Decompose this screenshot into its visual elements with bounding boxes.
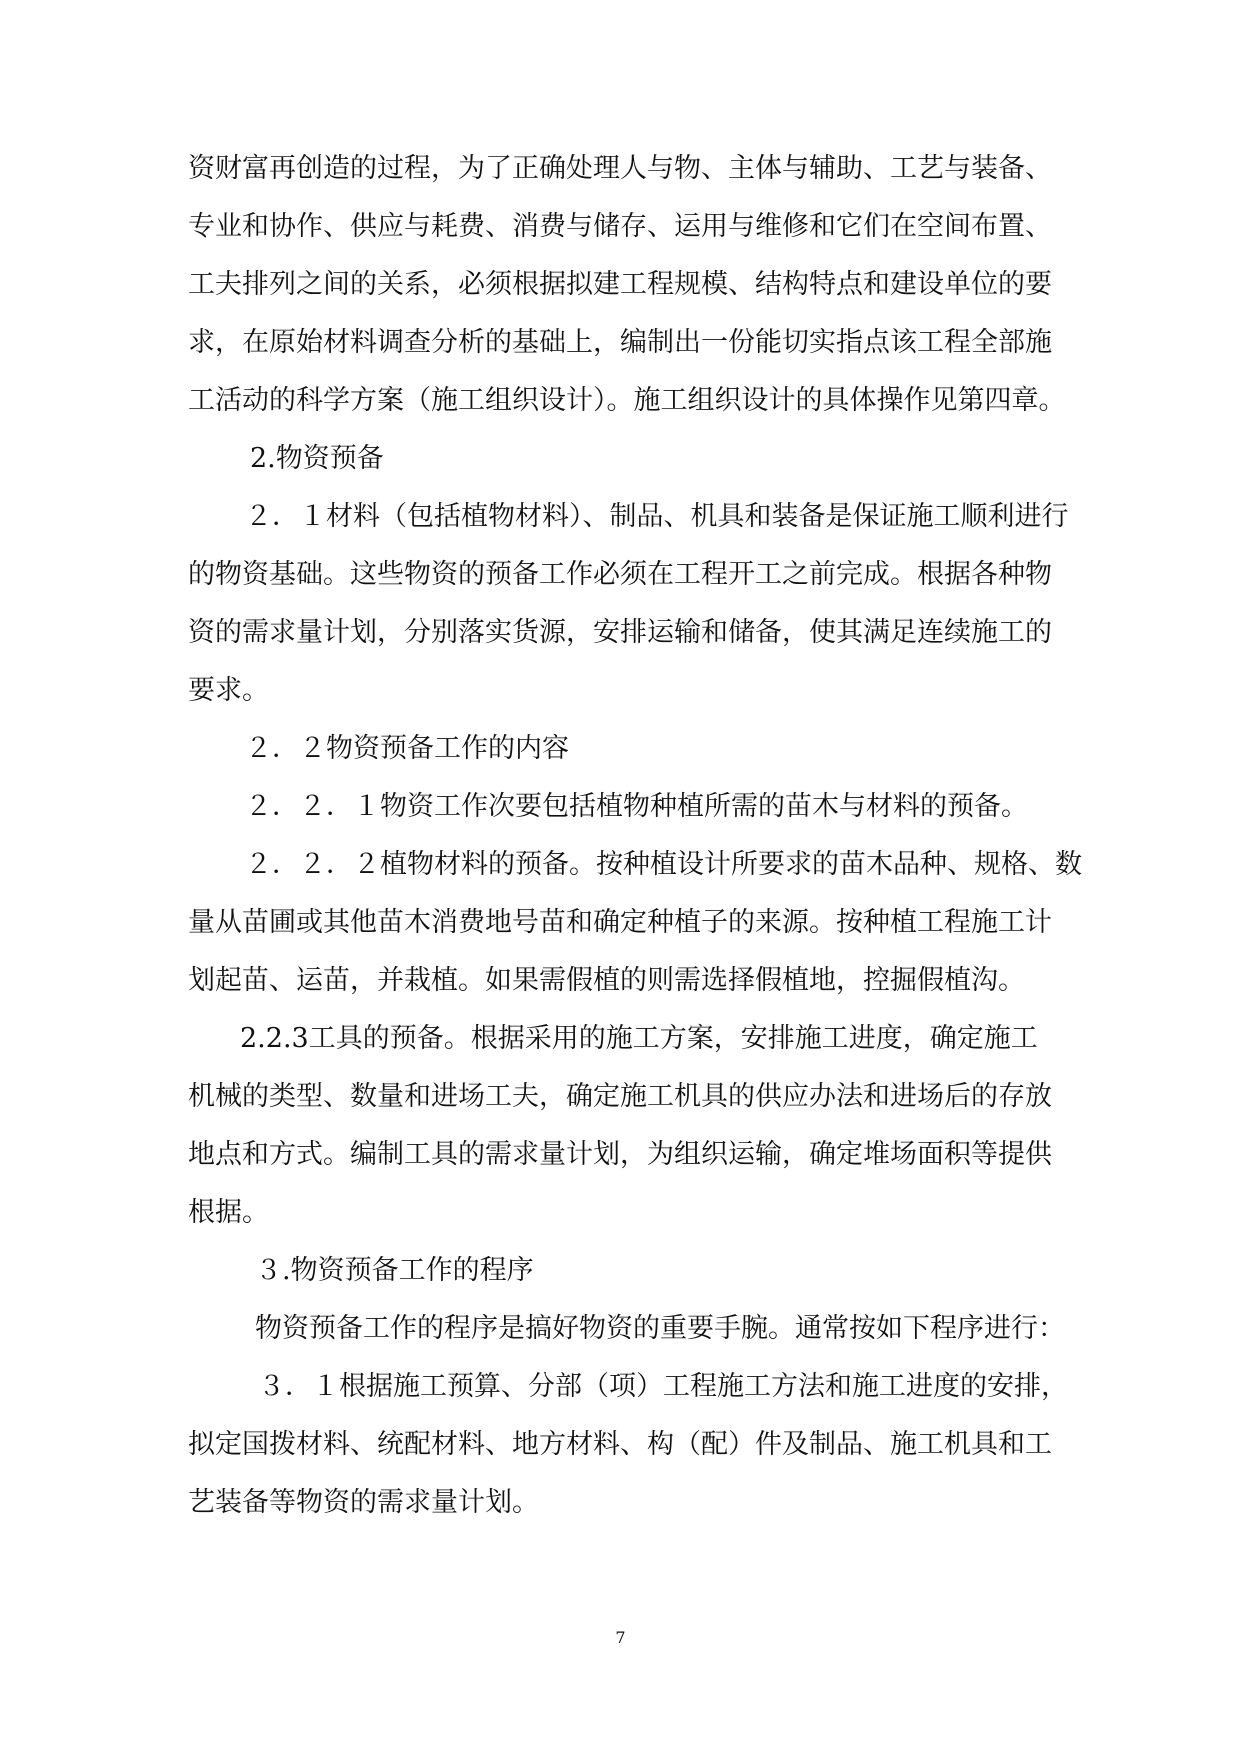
body-line-24: 艺装备等物资的需求量计划。 (188, 1487, 539, 1518)
body-line-21: 物资预备工作的程序是搞好物资的重要手腕。通常按如下程序进行： (255, 1313, 1065, 1344)
body-line-7: ２．１材料（包括植物材料）、制品、机具和装备是保证施工顺利进行 (245, 501, 1069, 532)
section-heading-2: 2.物资预备 (250, 443, 384, 474)
body-line-8: 的物资基础。这些物资的预备工作必须在工程开工之前完成。根据各种物 (188, 559, 1052, 590)
body-line-14: 量从苗圃或其他苗木消费地号苗和确定种植子的来源。按种植工程施工计 (188, 907, 1052, 938)
body-line-10: 要求。 (188, 675, 269, 706)
body-line-19: 根据。 (188, 1197, 269, 1228)
body-line-1: 资财富再创造的过程，为了正确处理人与物、主体与辅助、工艺与装备、 (188, 153, 1052, 184)
body-line-13: ２．２．２植物材料的预备。按种植设计所要求的苗木品种、规格、数 (245, 849, 1082, 880)
body-line-9: 资的需求量计划，分别落实货源，安排运输和储备，使其满足连续施工的 (188, 617, 1052, 648)
subsection-heading-2-2: ２．２物资预备工作的内容 (245, 733, 569, 764)
body-line-18: 地点和方式。编制工具的需求量计划，为组织运输，确定堆场面积等提供 (188, 1139, 1052, 1170)
section-heading-3: ３.物资预备工作的程序 (255, 1255, 534, 1286)
body-line-12: ２．２．１物资工作次要包括植物种植所需的苗木与材料的预备。 (245, 791, 1028, 822)
body-line-22: ３．１根据施工预算、分部（项）工程施工方法和施工进度的安排， (258, 1371, 1068, 1402)
body-line-2: 专业和协作、供应与耗费、消费与储存、运用与维修和它们在空间布置、 (188, 211, 1052, 242)
body-line-5: 工活动的科学方案（施工组织设计）。施工组织设计的具体操作见第四章。 (188, 385, 1066, 416)
body-line-17: 机械的类型、数量和进场工夫，确定施工机具的供应办法和进场后的存放 (188, 1081, 1052, 1112)
body-line-3: 工夫排列之间的关系，必须根据拟建工程规模、结构特点和建设单位的要 (188, 269, 1052, 300)
body-line-15: 划起苗、运苗，并栽植。如果需假植的则需选择假植地，控掘假植沟。 (188, 965, 1025, 996)
body-line-16: 2.2.3工具的预备。根据采用的施工方案，安排施工进度，确定施工 (240, 1023, 1038, 1054)
page-number: 7 (615, 1628, 626, 1647)
body-line-4: 求，在原始材料调查分析的基础上，编制出一份能切实指点该工程全部施 (188, 327, 1052, 358)
body-line-23: 拟定国拨材料、统配材料、地方材料、构（配）件及制品、施工机具和工 (188, 1429, 1052, 1460)
